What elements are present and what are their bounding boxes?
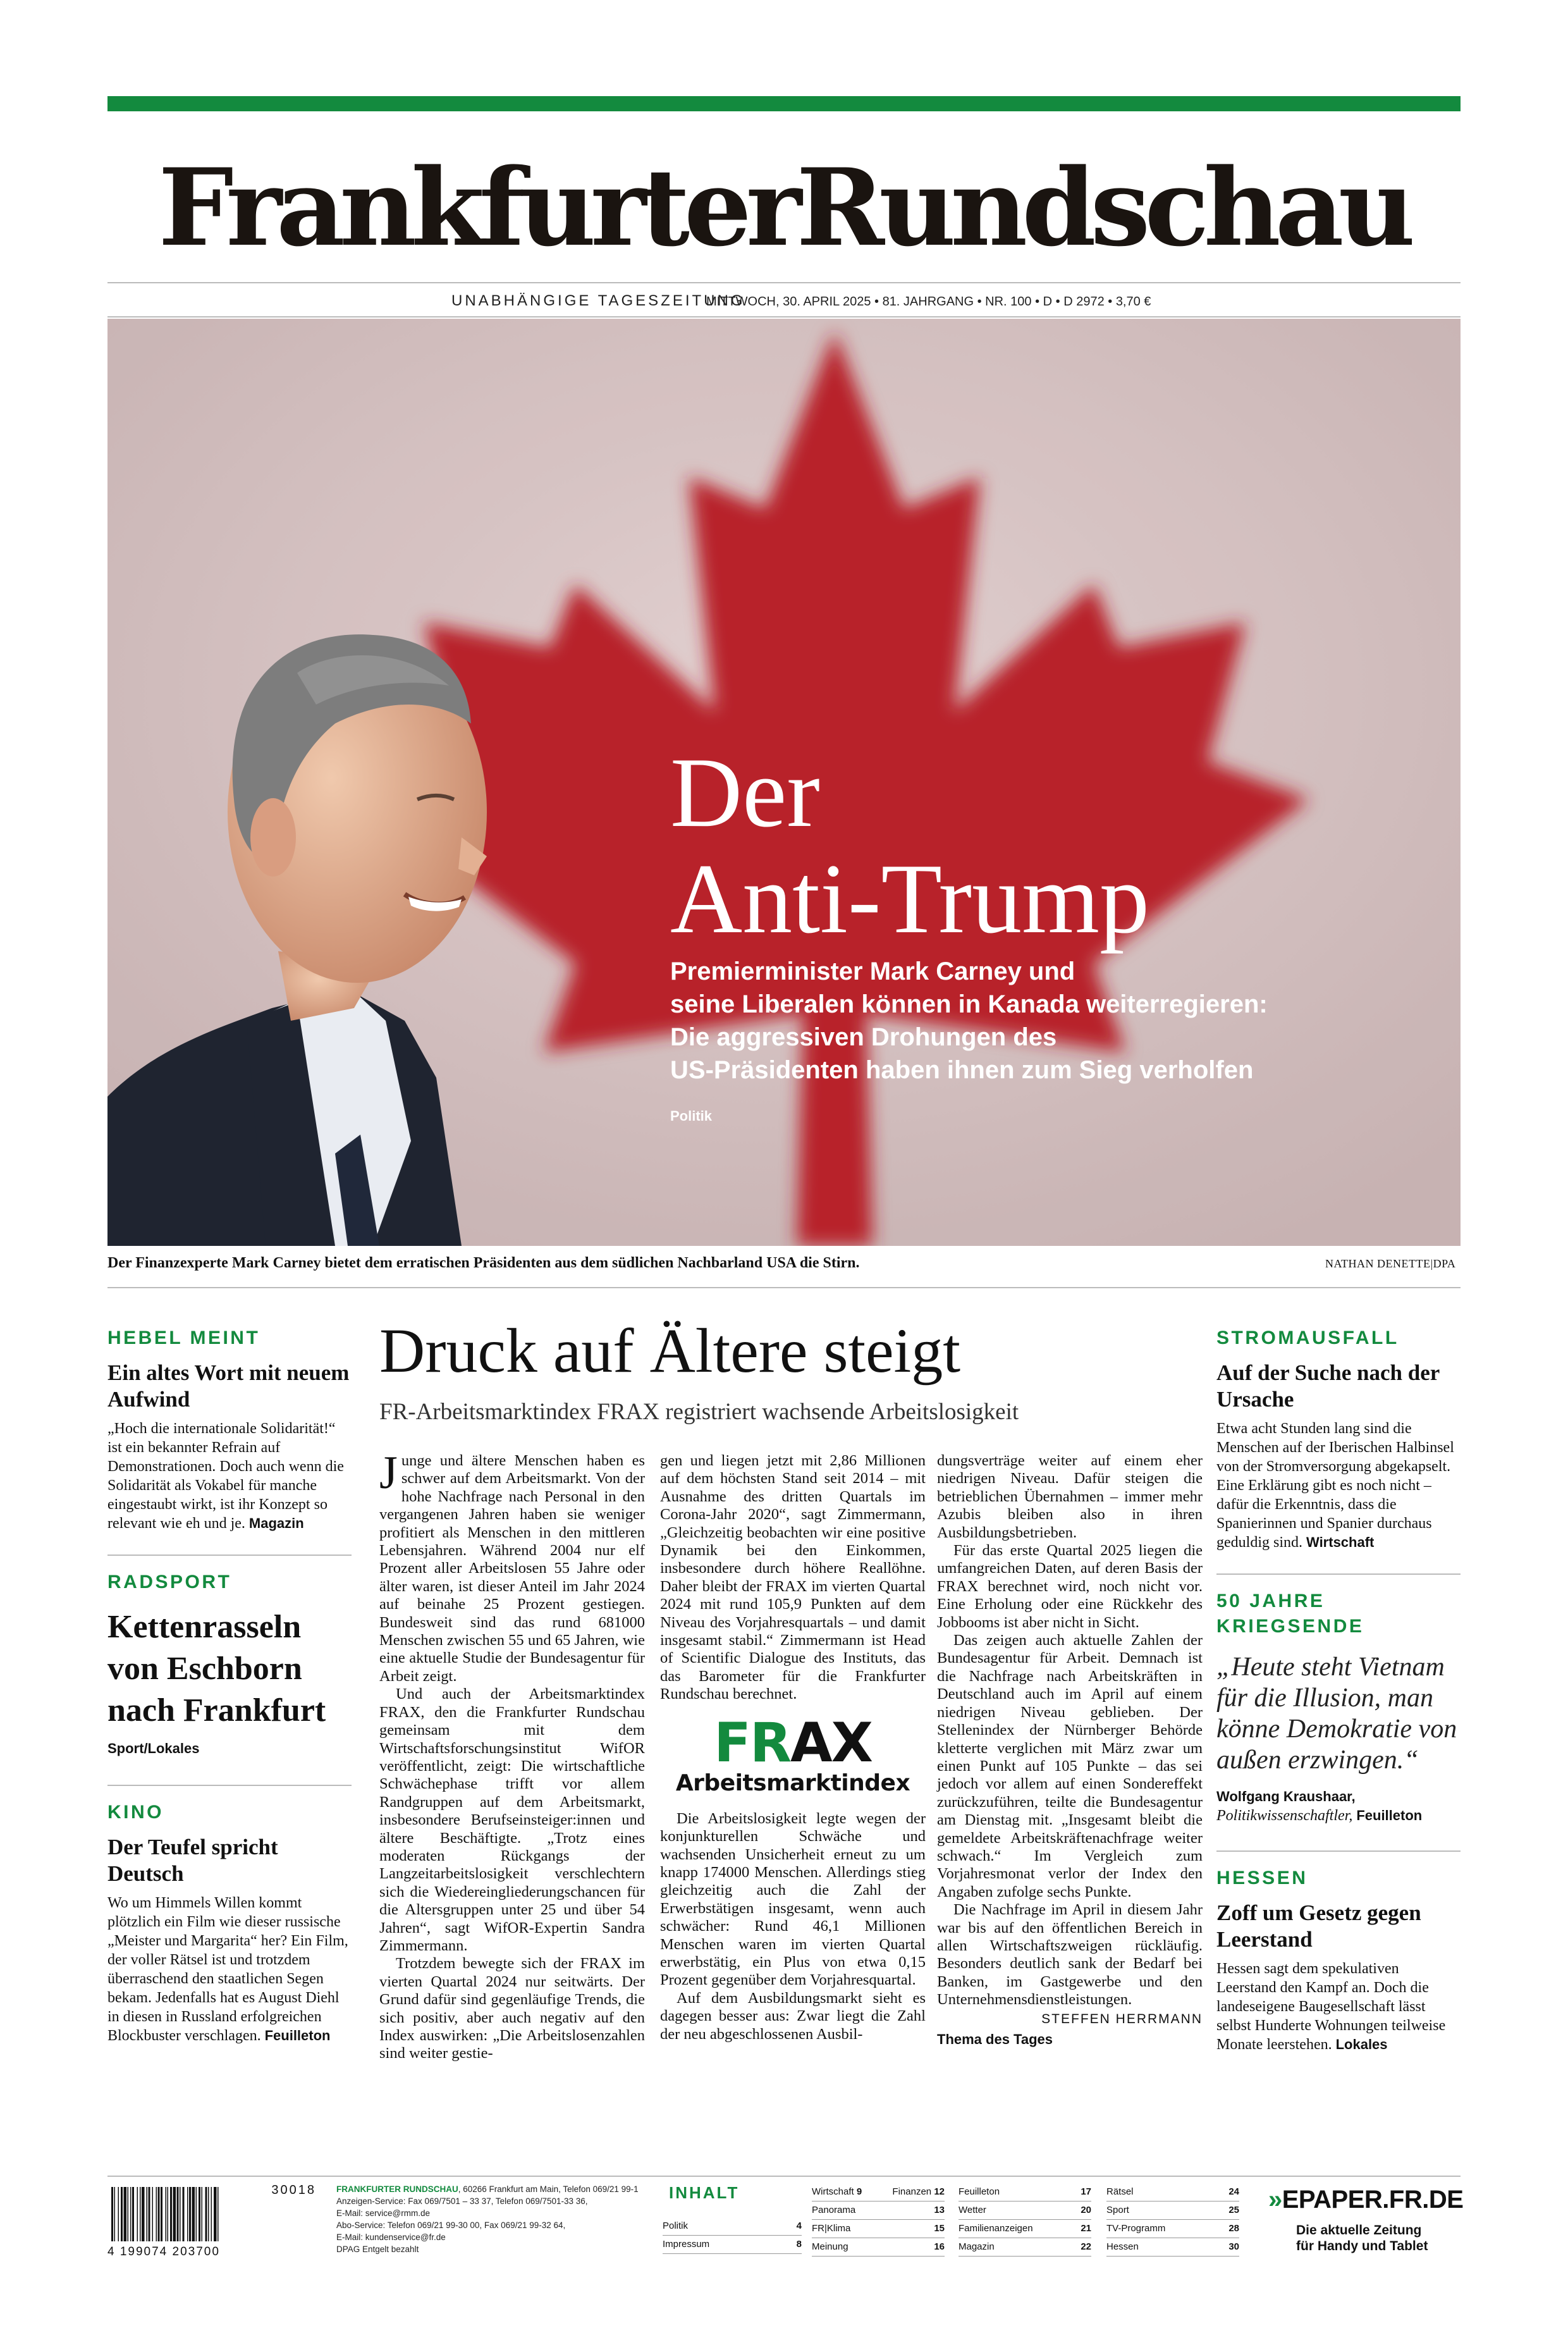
hebel-teaser: [107, 1419, 352, 1533]
lead-paragraph: Die Arbeitslosigkeit legte wegen der konjunkturellen Schwäche und wachsenden Unsicherheit erneut zu um knapp 174000 Menschen. Allerdings stieg gleichzeitig auch die Zahl der Erwerbstätigen insgesamt, wenn auch schwächer: Rund 46,1 Millionen Menschen waren im vierten Quartal erwerbstätig, ein Plus von etwa 0,15 Prozent gegenüber dem Vorjahresquartal.: [660, 1809, 926, 1989]
hebel-body: „Hoch die internationale Solidarität!“ ist ein bekannter Refrain auf Demonstrationen. Doch auch wenn die Solidarität als Vokabel für manche eingestaubt wirkt, ist ihr Konzept so relevant wie eh und je.: [107, 1420, 344, 1532]
strom-title[interactable]: Auf der Suche nach der Ursache: [1216, 1360, 1440, 1412]
lead-paragraph: Für das erste Quartal 2025 liegen die umfangreichen Daten, auf deren Basis der FRAX berechnet wird, noch nicht vor. Eine Erholung oder eine Rückkehr des Jobbooms ist aber nicht in Sicht.: [937, 1542, 1203, 1631]
epaper-sub-line: Die aktuelle Zeitung: [1296, 2223, 1422, 2238]
inhalt-label: Wirtschaft: [812, 2186, 854, 2197]
frax-subtitle: Arbeitsmarktindex: [675, 1770, 910, 1796]
imprint: [336, 2183, 646, 2255]
kino-kicker: KINO: [107, 1802, 164, 1823]
masthead-rule-bottom: [107, 316, 1461, 317]
inhalt-label: Sport: [1106, 2205, 1129, 2215]
inhalt-label: FR|Klima: [812, 2223, 851, 2234]
inhalt-item[interactable]: [812, 2183, 945, 2201]
photo-credit: NATHAN DENETTE|DPA: [1325, 1257, 1456, 1270]
inhalt-label: Finanzen: [892, 2186, 932, 2197]
kino-ressort[interactable]: Feuilleton: [264, 2028, 331, 2043]
hessen-teaser: [1216, 1959, 1461, 2054]
hessen-kicker: HESSEN: [1216, 1868, 1308, 1888]
section-rule: [107, 1287, 1461, 1288]
barcode-digits: 4 199074 203700: [107, 2245, 220, 2258]
photo-caption: Der Finanzexperte Mark Carney bietet dem erratischen Präsidenten aus dem südlichen Nachbarland USA die Stirn.: [107, 1255, 860, 1271]
krieg-role: Politikwissenschaftler,: [1216, 1807, 1353, 1824]
lead-column-3: [937, 1452, 1203, 2048]
inhalt-label: Politik: [663, 2220, 689, 2231]
left-column: [107, 1326, 352, 2045]
inhalt-item[interactable]: [1106, 2183, 1239, 2201]
hero-ressort-link[interactable]: Politik: [670, 1108, 713, 1124]
imprint-line: , 60266 Frankfurt am Main, Telefon 069/21 99-1: [458, 2184, 639, 2194]
inhalt-col-1: [812, 2183, 945, 2257]
lead-text: unge und ältere Menschen haben es schwer auf dem Arbeitsmarkt. Von der hohe Nachfrage nach Personal in den vergangenen Jahren haben sie weniger profitiert als Menschen in den mittleren Lebensjahren. Während 2004 nur elf Prozent aller Arbeitslosen 55 Jahre oder älter waren, ist dieser Anteil im Jahr 2024 auf beinahe 25 Prozent gestiegen. Bundesweit sind das rund 681000 Menschen zwischen 55 und 65 Jahren, wie eine aktuelle Studie der Bundesagentur für Arbeit zeigt.: [379, 1452, 645, 1685]
lead-author: STEFFEN HERRMANN: [1041, 2011, 1203, 2026]
radsport-kicker: RADSPORT: [107, 1572, 232, 1592]
inhalt-item[interactable]: [1106, 2201, 1239, 2220]
inhalt-label: Magazin: [959, 2241, 995, 2252]
inhalt-item[interactable]: [959, 2183, 1091, 2201]
imprint-name: FRANKFURTER RUNDSCHAU: [336, 2184, 458, 2194]
hessen-body: Hessen sagt dem spekulativen Leerstand den Kampf an. Doch die landeseigene Baugesellschaft lässt selbst Hunderte Wohnungen teilweise Monate leerstehen.: [1216, 1961, 1446, 2053]
inhalt-label: Feuilleton: [959, 2186, 1000, 2197]
masthead-tagline: UNABHÄNGIGE TAGESZEITUNG: [451, 292, 745, 309]
inhalt-page: 20: [1081, 2205, 1091, 2215]
inhalt-heading: INHALT: [669, 2183, 740, 2202]
inhalt-page: 16: [934, 2241, 945, 2252]
inhalt-item[interactable]: [1106, 2238, 1239, 2257]
inhalt-page: 21: [1081, 2223, 1091, 2234]
epaper-label: EPAPER.FR.DE: [1282, 2186, 1464, 2214]
kino-body: Wo um Himmels Willen kommt plötzlich ein Film wie dieser russische „Meister und Margarita“ her? Ein Film, der voller Rätsel ist und trotzdem überraschend den staatlichen Segen bekam. Jedenfalls hat es August Diehl in diesen in Russland erfolgreichen Blockbuster verschlagen.: [107, 1895, 348, 2044]
inhalt-page: 24: [1228, 2186, 1239, 2197]
inhalt-item[interactable]: [663, 2217, 802, 2236]
hero-sub-line: Die aggressiven Drohungen des: [670, 1023, 1057, 1051]
radsport-title[interactable]: Kettenrasseln von Eschborn nach Frankfurt: [107, 1609, 326, 1728]
inhalt-col-3: [1106, 2183, 1239, 2257]
frax-ax: AX: [790, 1711, 872, 1775]
imprint-line: DPAG Entgelt bezahlt: [336, 2245, 419, 2254]
lead-ressort[interactable]: Thema des Tages: [937, 2031, 1053, 2047]
inhalt-page: 15: [934, 2223, 945, 2234]
lead-paragraph: Trotzdem bewegte sich der FRAX im vierten Quartal 2024 nur seitwärts. Der Grund dafür sind gegenläufige Trends, die sich positiv, aber auch negativ auf den Index auswirken: „Die Arbeitslosenzahlen sind weiter gestie-: [379, 1955, 645, 2062]
krieg-attribution: [1216, 1787, 1461, 1825]
lead-column-2: [660, 1452, 926, 2043]
inhalt-item[interactable]: [812, 2201, 945, 2220]
lead-subheadline: FR-Arbeitsmarktindex FRAX registriert wachsende Arbeitslosigkeit: [379, 1399, 1019, 1425]
masthead-title: FrankfurterRundschau: [158, 145, 1410, 270]
frax-fr: FR: [714, 1711, 791, 1775]
frax-wordmark: [660, 1711, 926, 1775]
epaper-tagline: [1296, 2222, 1428, 2254]
inhalt-item[interactable]: [1106, 2220, 1239, 2238]
lead-paragraph: dungsverträge weiter auf einem eher niedrigen Niveau. Dafür steigen die betrieblichen Übernahmen – immer mehr Azubis bleiben also in ihren Ausbildungsbetrieben.: [937, 1452, 1203, 1541]
divider: [1216, 1850, 1461, 1852]
top-green-bar: [107, 96, 1461, 111]
divider: [107, 1555, 352, 1556]
imprint-line: Abo-Service: Telefon 069/21 99-30 00, Fax 069/21 99-32 64,: [336, 2220, 566, 2230]
inhalt-col-0: [663, 2217, 802, 2254]
strom-body: Etwa acht Stunden lang sind die Menschen auf der Iberischen Halbinsel von der Stromversorgung abgekapselt. Eine Erklärung gibt es noch nicht – dafür die Erkenntnis, dass die Spanierinnen und Spanier durchaus geduldig sind.: [1216, 1420, 1454, 1551]
krieg-ressort[interactable]: Feuilleton: [1356, 1807, 1423, 1823]
divider: [107, 1785, 352, 1786]
masthead-rule: [107, 282, 1461, 283]
barcode-icon: [107, 2183, 316, 2244]
hero-subheadline: [670, 955, 1429, 1087]
hebel-kicker: HEBEL MEINT: [107, 1327, 260, 1348]
inhalt-page: 12: [934, 2186, 945, 2197]
frax-logo: [660, 1711, 926, 1796]
lead-headline[interactable]: Druck auf Ältere steigt: [379, 1315, 961, 1386]
inhalt-page: 17: [1081, 2186, 1091, 2197]
inhalt-page: 9: [856, 2186, 862, 2197]
krieg-quote[interactable]: „Heute steht Vietnam für die Illusion, man könne Demokratie von außen erzwingen.“: [1216, 1653, 1457, 1775]
drop-cap: J: [379, 1447, 398, 1499]
inhalt-page: 22: [1081, 2241, 1091, 2252]
masthead-dateline: MITTWOCH, 30. APRIL 2025 • 81. JAHRGANG • NR. 100 • D • D 2972 • 3,70 €: [706, 295, 1151, 309]
hero-sub-line: seine Liberalen können in Kanada weiterregieren:: [670, 990, 1268, 1018]
krieg-name: Wolfgang Kraushaar,: [1216, 1789, 1356, 1804]
inhalt-label: Panorama: [812, 2205, 856, 2215]
inhalt-label: Hessen: [1106, 2241, 1139, 2252]
epaper-sub-line: für Handy und Tablet: [1296, 2239, 1428, 2253]
imprint-line: E-Mail: kundenservice@fr.de: [336, 2232, 446, 2242]
imprint-line: Anzeigen-Service: Fax 069/7501 – 33 37, Telefon 069/7501-33 36,: [336, 2196, 588, 2206]
lead-column-1: [379, 1447, 645, 2063]
inhalt-page: 13: [934, 2205, 945, 2215]
barcode-addon: 30018: [271, 2183, 316, 2197]
inhalt-item[interactable]: [959, 2220, 1091, 2238]
kino-title[interactable]: Der Teufel spricht Deutsch: [107, 1835, 278, 1886]
strom-ressort[interactable]: Wirtschaft: [1306, 1534, 1375, 1550]
inhalt-item[interactable]: [959, 2238, 1091, 2257]
lead-paragraph: Die Nachfrage im April in diesem Jahr war bis auf den öffentlichen Bereich in allen Wirtschaftszweigen rückläufig. Besonders deutlich sank der Bedarf bei Banken, im Gastgewerbe und den Unternehmensdienstleistungen.: [937, 1901, 1203, 2009]
hebel-title[interactable]: Ein altes Wort mit neuem Aufwind: [107, 1360, 350, 1412]
lead-paragraph: gen und liegen jetzt mit 2,86 Millionen auf dem höchsten Stand seit 2014 – mit Ausnahme des dritten Quartals im Corona-Jahr 2020“, sagt Zimmermann, „Gleichzeitig beobachten wir eine positive Dynamik bei den Einkommen, insbesondere durch höhere Reallöhne. Daher bleibt der FRAX im vierten Quartal 2024 mit rund 105,9 Punkten auf dem Niveau des Vorjahresquartals – und damit insgesamt stabil.“ Zimmermann ist Head of Scientific Dialogue des Instituts, das das Barometer für die Frankfurter Rundschau berechnet.: [660, 1452, 926, 1703]
divider: [1216, 1573, 1461, 1575]
inhalt-label: Wetter: [959, 2205, 986, 2215]
strom-teaser: [1216, 1419, 1461, 1552]
lead-paragraph: Und auch der Arbeitsmarktindex FRAX, den die Frankfurter Rundschau gemeinsam mit dem Wirtschaftsforschungsinstitut WifOR veröffentlicht, zeigt: Die wirtschaftliche Schwächephase trifft vor allem Randgruppen auf dem Arbeitsmarkt, insbesondere Berufseinsteiger:innen und ältere Beschäftigte. „Trotz eines moderaten Rückgangs der Langzeitarbeitslosigkeit verschlechtern sich die Wiedereingliederungschancen für die Altersgruppen unter 25 und über 54 Jahren“, sagt WifOR-Expertin Sandra Zimmermann.: [379, 1685, 645, 1954]
strom-kicker: STROMAUSFALL: [1216, 1327, 1399, 1348]
lead-paragraph: Auf dem Ausbildungsmarkt sieht es dagegen besser aus: Zwar liegt die Zahl der neu abgeschlossenen Ausbil-: [660, 1989, 926, 2043]
hero-sub-line: Premierminister Mark Carney und: [670, 958, 1075, 985]
epaper-arrow-icon: »: [1268, 2186, 1282, 2214]
lead-paragraph: Das zeigen auch aktuelle Zahlen der Bundesagentur für Arbeit. Demnach ist die Nachfrage nach Arbeitskräften in Deutschland auch im April auf einem niedrigen Niveau geblieben. Der Stellenindex der Nürnberger Behörde kletterte verglichen mit März zwar um einen Punkt auf 105 Punkte – das sei jedoch vor allem auf einen Sondereffekt zurückzuführen, teilte die Bundesagentur am Dienstag mit. „Insgesamt bleibt die gemeldete Arbeitskräftenachfrage weiter schwach.“ Im Vergleich zum Vorjahresmonat verlor der Index den Angaben zufolge sechs Punkte.: [937, 1632, 1203, 1900]
inhalt-page: 8: [796, 2239, 802, 2250]
inhalt-col-2: [959, 2183, 1091, 2257]
right-column: [1216, 1326, 1461, 2054]
epaper-link[interactable]: [1268, 2186, 1463, 2214]
hero-headline[interactable]: [670, 737, 1149, 954]
inhalt-label: Meinung: [812, 2241, 848, 2252]
inhalt-label: Impressum: [663, 2239, 710, 2250]
hessen-title[interactable]: Zoff um Gesetz gegen Leerstand: [1216, 1900, 1421, 1952]
inhalt-item[interactable]: [663, 2236, 802, 2254]
inhalt-page: 4: [796, 2220, 802, 2231]
hebel-ressort[interactable]: Magazin: [248, 1515, 304, 1531]
kino-teaser: [107, 1894, 352, 2045]
barcode: [107, 2183, 316, 2259]
inhalt-item[interactable]: [959, 2201, 1091, 2220]
lead-paragraph: [379, 1447, 645, 1685]
inhalt-page: 28: [1228, 2223, 1239, 2234]
inhalt-page: 30: [1228, 2241, 1239, 2252]
inhalt-page: 25: [1228, 2205, 1239, 2215]
hero-headline-line2: Anti-Trump: [670, 844, 1149, 954]
inhalt-label: TV-Programm: [1106, 2223, 1166, 2234]
inhalt-label: Rätsel: [1106, 2186, 1134, 2197]
inhalt-label: Familienanzeigen: [959, 2223, 1033, 2234]
hessen-ressort[interactable]: Lokales: [1335, 2036, 1388, 2052]
hero-headline-line1: Der: [670, 737, 820, 848]
inhalt-item[interactable]: [812, 2238, 945, 2257]
radsport-ressort[interactable]: Sport/Lokales: [107, 1740, 200, 1756]
imprint-line: E-Mail: service@rmm.de: [336, 2208, 430, 2218]
footer-rule-top: [107, 2176, 1461, 2177]
hero-sub-line: US-Präsidenten haben ihnen zum Sieg verholfen: [670, 1056, 1254, 1084]
inhalt-item[interactable]: [812, 2220, 945, 2238]
krieg-kicker: 50 JAHRE KRIEGSENDE: [1216, 1591, 1364, 1637]
